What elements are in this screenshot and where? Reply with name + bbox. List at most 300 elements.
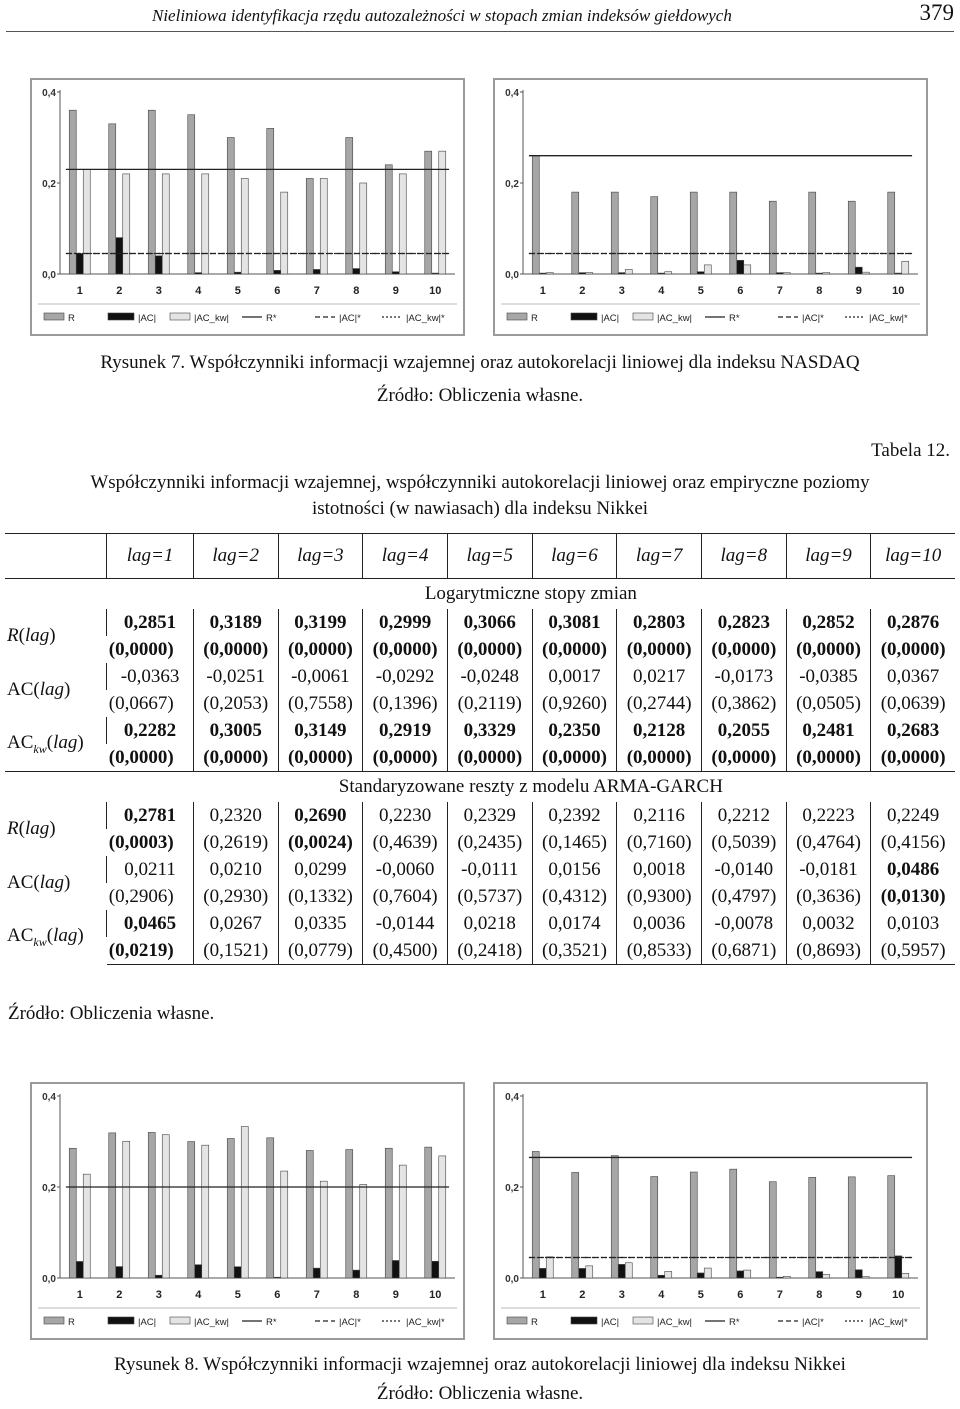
bar-ac — [313, 269, 320, 274]
bar-ac — [274, 1277, 281, 1278]
bar-ackw — [162, 1135, 169, 1278]
cell-pvalue: (0,6871) — [701, 937, 786, 965]
legend-label: |AC_kw|* — [869, 1317, 908, 1328]
bar-r — [227, 1138, 234, 1278]
table12-title-line1: Współczynniki informacji wzajemnej, współczynniki autokorelacji liniowej oraz empiryczne poziomy — [90, 472, 870, 493]
cell-value: 0,0367 — [871, 663, 955, 690]
cell-pvalue: (0,0000) — [193, 636, 278, 663]
cell-pvalue: (0,5737) — [447, 883, 532, 910]
bar-ac — [116, 238, 123, 274]
bar-ackw — [241, 1127, 248, 1278]
x-tick-label: 8 — [353, 1289, 360, 1301]
lag-header: lag=2 — [193, 534, 278, 579]
bar-r — [690, 192, 697, 274]
cell-pvalue: (0,3636) — [786, 883, 871, 910]
cell-value: 0,0335 — [278, 910, 363, 937]
legend-label: |AC|* — [339, 1317, 361, 1328]
lag-header: lag=4 — [363, 534, 448, 579]
cell-pvalue: (0,1521) — [193, 937, 278, 965]
cell-value: 0,2212 — [701, 802, 786, 829]
cell-value: 0,0210 — [193, 856, 278, 883]
row-label: $AC_{kw}(lag)$ — [7, 731, 84, 756]
x-tick-label: 1 — [76, 285, 83, 297]
bar-ackw — [546, 1257, 553, 1278]
legend-swatch — [108, 313, 134, 320]
row-label-sub: kw — [33, 934, 47, 949]
bar-ac — [737, 1271, 744, 1278]
cell-value: 0,2481 — [786, 717, 871, 744]
legend-swatch — [507, 1317, 527, 1324]
bar-ac — [234, 272, 241, 274]
bar-ac — [816, 273, 823, 274]
nasdaq-log-returns-chart — [30, 78, 465, 336]
bar-ac — [274, 270, 281, 274]
cell-value: 0,0174 — [532, 910, 617, 937]
x-tick-label: 2 — [116, 1289, 123, 1301]
table-row-pvalues — [5, 937, 955, 965]
bar-ac — [776, 1277, 783, 1278]
lag-header: lag=5 — [447, 534, 532, 579]
bar-r — [848, 1177, 855, 1278]
bar-ac — [195, 1265, 202, 1278]
bar-r — [188, 115, 195, 274]
bar-ac — [539, 273, 546, 274]
bar-ac — [697, 1273, 704, 1278]
row-label: AC(lag) — [7, 872, 71, 893]
cell-pvalue: (0,0000) — [278, 636, 363, 663]
bar-r — [690, 1172, 697, 1278]
bar-r — [888, 1176, 895, 1278]
bar-r — [769, 1182, 776, 1278]
cell-value: 0,0465 — [107, 910, 194, 937]
section-title: Logarytmiczne stopy zmian — [424, 583, 637, 604]
cell-value: -0,0248 — [447, 663, 532, 690]
bar-ackw — [704, 265, 711, 274]
bar-ac — [816, 1272, 823, 1278]
lag-header: lag=6 — [532, 534, 617, 579]
cell-pvalue: (0,9260) — [532, 690, 617, 717]
x-tick-label: 2 — [116, 285, 123, 297]
legend-label: R — [68, 1317, 75, 1328]
table-header-row — [5, 534, 955, 579]
cell-value: 0,2320 — [193, 802, 278, 829]
bar-r — [769, 201, 776, 274]
bar-ac — [697, 272, 704, 274]
x-tick-label: 4 — [195, 285, 202, 297]
bar-ac — [658, 273, 665, 274]
cell-pvalue: (0,0024) — [278, 829, 363, 856]
x-tick-label: 6 — [737, 1289, 744, 1301]
cell-pvalue: (0,0000) — [447, 636, 532, 663]
lag-header: lag=8 — [701, 534, 786, 579]
cell-value: 0,2116 — [617, 802, 702, 829]
cell-value: 0,2823 — [701, 609, 786, 636]
x-tick-label: 9 — [855, 285, 862, 297]
x-tick-label: 1 — [76, 1289, 83, 1301]
x-tick-label: 10 — [429, 1289, 442, 1301]
bar-ackw — [823, 1274, 830, 1278]
x-tick-label: 7 — [776, 1289, 783, 1301]
header-rule — [6, 31, 954, 32]
bar-ackw — [665, 272, 672, 274]
cell-pvalue: (0,0000) — [532, 636, 617, 663]
x-tick-label: 5 — [697, 1289, 704, 1301]
bar-ackw — [202, 1145, 209, 1278]
cell-pvalue: (0,2906) — [108, 885, 174, 907]
legend-label: |AC|* — [802, 313, 824, 324]
bar-ackw — [625, 1263, 632, 1278]
cell-value: 0,2919 — [363, 717, 448, 744]
cell-pvalue: (0,2619) — [193, 829, 278, 856]
x-tick-label: 3 — [618, 285, 625, 297]
bar-chart-svg — [493, 78, 928, 336]
bar-ackw — [320, 178, 327, 274]
cell-value: -0,0061 — [278, 663, 363, 690]
running-header — [0, 0, 960, 32]
cell-pvalue: (0,8693) — [786, 937, 871, 965]
x-tick-label: 1 — [539, 1289, 546, 1301]
bar-ackw — [704, 1268, 711, 1278]
bar-ac — [737, 260, 744, 274]
bar-r — [611, 192, 618, 274]
cell-pvalue: (0,0000) — [871, 636, 955, 663]
cell-value: 0,2223 — [786, 802, 871, 829]
y-tick-label: 0,4 — [505, 1092, 519, 1103]
legend-label: R — [531, 1317, 538, 1328]
legend-label: |AC|* — [339, 313, 361, 324]
x-tick-label: 8 — [816, 1289, 823, 1301]
section-title-row — [5, 579, 955, 610]
cell-value: 0,0036 — [617, 910, 702, 937]
bar-r — [730, 192, 737, 274]
row-label-lag: lag — [24, 625, 50, 646]
row-label: R(lag) — [7, 818, 56, 839]
cell-value: 0,2282 — [107, 717, 194, 744]
bar-r — [69, 1148, 76, 1278]
bar-ac — [579, 273, 586, 274]
y-tick-label: 0,4 — [42, 1092, 56, 1103]
y-tick-label: 0,2 — [42, 1183, 56, 1194]
table-row-pvalues — [5, 636, 955, 663]
bar-r — [651, 197, 658, 274]
cell-pvalue: (0,4312) — [532, 883, 617, 910]
cell-value: 0,2128 — [617, 717, 702, 744]
bar-ac — [539, 1268, 546, 1278]
legend-label: |AC| — [601, 1317, 620, 1328]
table-row — [5, 856, 955, 883]
legend-label: |AC|* — [802, 1317, 824, 1328]
table-row — [5, 717, 955, 744]
cell-pvalue: (0,5039) — [701, 829, 786, 856]
cell-value: 0,0267 — [193, 910, 278, 937]
bar-ac — [658, 1275, 665, 1278]
bar-ac — [313, 1268, 320, 1278]
x-tick-label: 8 — [353, 285, 360, 297]
bar-ackw — [902, 1273, 909, 1278]
row-label-lag: lag — [24, 818, 50, 839]
bar-ackw — [83, 1174, 90, 1278]
legend-swatch — [108, 1317, 134, 1324]
x-tick-label: 4 — [658, 1289, 665, 1301]
cell-value: 0,3189 — [193, 609, 278, 636]
cell-pvalue: (0,0000) — [701, 744, 786, 772]
bar-r — [385, 165, 392, 274]
bar-r — [109, 1133, 116, 1278]
cell-value: -0,0251 — [193, 663, 278, 690]
legend-label: |AC_kw| — [194, 1317, 230, 1328]
cell-pvalue: (0,0505) — [786, 690, 871, 717]
bar-chart-svg — [30, 1082, 465, 1340]
table-row — [5, 663, 955, 690]
y-tick-label: 0,4 — [505, 88, 519, 99]
cell-pvalue: (0,4500) — [363, 937, 448, 965]
table-row — [5, 802, 955, 829]
bar-r — [532, 156, 539, 274]
cell-value: -0,0173 — [701, 663, 786, 690]
bar-ac — [76, 254, 83, 274]
bar-ac — [895, 1256, 902, 1278]
row-label-main: AC — [7, 872, 34, 893]
x-tick-label: 3 — [155, 285, 162, 297]
cell-pvalue: (0,8533) — [617, 937, 702, 965]
nikkei-log-returns-chart — [30, 1082, 465, 1340]
bar-ackw — [399, 174, 406, 274]
cell-value: -0,0144 — [363, 910, 448, 937]
cell-value: -0,0363 — [107, 663, 194, 690]
x-tick-label: 1 — [539, 285, 546, 297]
bar-ackw — [83, 169, 90, 274]
x-tick-label: 10 — [892, 285, 905, 297]
cell-pvalue: (0,0000) — [193, 744, 278, 772]
table12-title — [0, 470, 960, 522]
x-tick-label: 7 — [776, 285, 783, 297]
chart-frame — [494, 79, 928, 336]
bar-r — [267, 128, 274, 274]
cell-pvalue: (0,0639) — [871, 690, 955, 717]
bar-r — [572, 1172, 579, 1278]
cell-pvalue: (0,0130) — [871, 883, 955, 910]
figure8-caption: Rysunek 8. Współczynniki informacji wzajemnej oraz autokorelacji liniowej dla indeksu Nikkei — [114, 1354, 846, 1375]
row-label-main: R — [7, 818, 19, 839]
cell-pvalue: (0,0000) — [617, 744, 702, 772]
legend-label: |AC_kw|* — [869, 313, 908, 324]
y-tick-label: 0,0 — [505, 270, 519, 281]
bar-ac — [353, 1270, 360, 1278]
cell-value: 0,2852 — [786, 609, 871, 636]
bar-ac — [432, 273, 439, 274]
x-tick-label: 6 — [274, 1289, 281, 1301]
bar-r — [306, 178, 313, 274]
figure7-caption: Rysunek 7. Współczynniki informacji wzajemnej oraz autokorelacji liniowej dla indeksu NASDAQ — [100, 352, 860, 373]
legend-swatch — [507, 313, 527, 320]
legend-label: |AC_kw| — [194, 313, 230, 324]
bar-ackw — [586, 273, 593, 274]
cell-pvalue: (0,4639) — [363, 829, 448, 856]
cell-pvalue: (0,1465) — [532, 829, 617, 856]
bar-r — [425, 1147, 432, 1278]
cell-pvalue: (0,0000) — [447, 744, 532, 772]
cell-pvalue: (0,2744) — [617, 690, 702, 717]
legend-label: R* — [266, 313, 277, 324]
table-row-pvalues — [5, 883, 955, 910]
cell-value: -0,0140 — [701, 856, 786, 883]
figure7-source: Źródło: Obliczenia własne. — [376, 385, 584, 406]
cell-value: 0,0018 — [617, 856, 702, 883]
cell-value: 0,3005 — [193, 717, 278, 744]
cell-value: -0,0111 — [447, 856, 532, 883]
legend-label: R — [531, 313, 538, 324]
bar-ackw — [586, 1266, 593, 1278]
cell-value: 0,2781 — [107, 802, 194, 829]
cell-value: 0,2690 — [278, 802, 363, 829]
legend-label: |AC| — [138, 313, 157, 324]
table-row-pvalues — [5, 744, 955, 772]
table-corner-cell — [5, 534, 107, 579]
legend-swatch — [170, 1317, 190, 1324]
bar-ac — [76, 1261, 83, 1278]
cell-pvalue: (0,2930) — [193, 883, 278, 910]
row-label-ac: AC — [7, 924, 34, 946]
nikkei-residuals-chart — [493, 1082, 928, 1340]
cell-pvalue: (0,0000) — [617, 636, 702, 663]
x-tick-label: 9 — [392, 285, 399, 297]
x-tick-label: 9 — [855, 1289, 862, 1301]
row-label-lag: lag — [53, 924, 78, 946]
bar-r — [69, 110, 76, 274]
x-tick-label: 4 — [658, 285, 665, 297]
cell-value: 0,0017 — [532, 663, 617, 690]
running-title: Nieliniowa identyfikacja rzędu autozależności w stopach zmian indeksów giełdowych — [152, 6, 732, 25]
bar-ac — [895, 273, 902, 274]
cell-pvalue: (0,7160) — [617, 829, 702, 856]
table-row-pvalues — [5, 690, 955, 717]
cell-pvalue: (0,2418) — [447, 937, 532, 965]
bar-ackw — [744, 1270, 751, 1278]
x-tick-label: 10 — [892, 1289, 905, 1301]
bar-ackw — [439, 1156, 446, 1278]
cell-pvalue: (0,1396) — [363, 690, 448, 717]
bar-r — [730, 1169, 737, 1278]
bar-ac — [195, 273, 202, 274]
legend-swatch — [571, 313, 597, 320]
nasdaq-residuals-chart — [493, 78, 928, 336]
bar-ackw — [665, 1271, 672, 1278]
legend-label: |AC_kw| — [657, 1317, 693, 1328]
bar-ackw — [744, 265, 751, 274]
y-tick-label: 0,0 — [505, 1274, 519, 1285]
x-tick-label: 2 — [579, 1289, 586, 1301]
bar-r — [267, 1138, 274, 1278]
cell-value: 0,0486 — [871, 856, 955, 883]
cell-value: -0,0292 — [363, 663, 448, 690]
bar-r — [188, 1142, 195, 1278]
cell-pvalue: (0,0667) — [108, 692, 174, 714]
cell-pvalue: (0,5957) — [871, 937, 955, 965]
bar-ackw — [902, 261, 909, 274]
cell-pvalue: (0,0000) — [363, 636, 448, 663]
bar-r — [809, 192, 816, 274]
bar-ackw — [202, 174, 209, 274]
table12-source: Źródło: Obliczenia własne. — [8, 1003, 215, 1024]
figure8-source: Źródło: Obliczenia własne. — [376, 1383, 584, 1404]
bar-ackw — [360, 183, 367, 274]
bar-r — [611, 1156, 618, 1278]
bar-ackw — [123, 174, 130, 274]
bar-ac — [776, 273, 783, 274]
cell-value: 0,2230 — [363, 802, 448, 829]
section-title-row — [5, 772, 955, 803]
cell-value: 0,0032 — [786, 910, 871, 937]
table12-number: Tabela 12. — [871, 440, 950, 461]
bar-ac — [116, 1267, 123, 1278]
cell-pvalue: (0,2119) — [447, 690, 532, 717]
x-tick-label: 9 — [392, 1289, 399, 1301]
cell-pvalue: (0,3862) — [701, 690, 786, 717]
bar-ac — [855, 267, 862, 274]
cell-pvalue: (0,0000) — [532, 744, 617, 772]
lag-header: lag=3 — [278, 534, 363, 579]
y-tick-label: 0,0 — [42, 1274, 56, 1285]
x-tick-label: 6 — [737, 285, 744, 297]
cell-value: 0,2683 — [871, 717, 955, 744]
lag-header: lag=7 — [617, 534, 702, 579]
table12-title-line2: istotności (w nawiasach) dla indeksu Nikkei — [311, 498, 649, 519]
x-tick-label: 7 — [313, 285, 320, 297]
x-tick-label: 7 — [313, 1289, 320, 1301]
cell-value: 0,2851 — [107, 609, 194, 636]
bar-chart-svg — [30, 78, 465, 336]
bar-ackw — [281, 192, 288, 274]
legend-label: R* — [729, 1317, 740, 1328]
bar-r — [148, 1132, 155, 1278]
bar-ac — [155, 1275, 162, 1278]
cell-pvalue: (0,4797) — [701, 883, 786, 910]
row-label-lag: lag — [39, 872, 65, 893]
bar-r — [651, 1177, 658, 1278]
cell-value: -0,0385 — [786, 663, 871, 690]
legend-swatch — [633, 1317, 653, 1324]
bar-ackw — [862, 272, 869, 274]
cell-value: 0,2876 — [871, 609, 955, 636]
y-tick-label: 0,4 — [42, 88, 56, 99]
row-label-lag: lag — [53, 731, 78, 753]
bar-chart-svg — [493, 1082, 928, 1340]
bar-ac — [618, 273, 625, 274]
bar-ackw — [862, 1277, 869, 1278]
cell-value: 0,2392 — [532, 802, 617, 829]
row-label-ac: AC — [7, 731, 34, 753]
cell-pvalue: (0,0000) — [701, 636, 786, 663]
bar-ackw — [625, 269, 632, 274]
legend-label: R* — [729, 313, 740, 324]
lag-header: lag=10 — [871, 534, 955, 579]
cell-pvalue: (0,0000) — [786, 636, 871, 663]
x-tick-label: 6 — [274, 285, 281, 297]
cell-pvalue: (0,2435) — [447, 829, 532, 856]
legend-swatch — [44, 313, 64, 320]
cell-pvalue: (0,2053) — [193, 690, 278, 717]
table12 — [5, 533, 955, 965]
section-title-spacer — [5, 772, 107, 803]
y-tick-label: 0,2 — [505, 1183, 519, 1194]
x-tick-label: 8 — [816, 285, 823, 297]
cell-value: 0,0103 — [871, 910, 955, 937]
legend-swatch — [170, 313, 190, 320]
bar-r — [848, 201, 855, 274]
cell-pvalue: (0,1332) — [278, 883, 363, 910]
x-tick-label: 5 — [697, 285, 704, 297]
row-label-lag: lag — [39, 679, 65, 700]
